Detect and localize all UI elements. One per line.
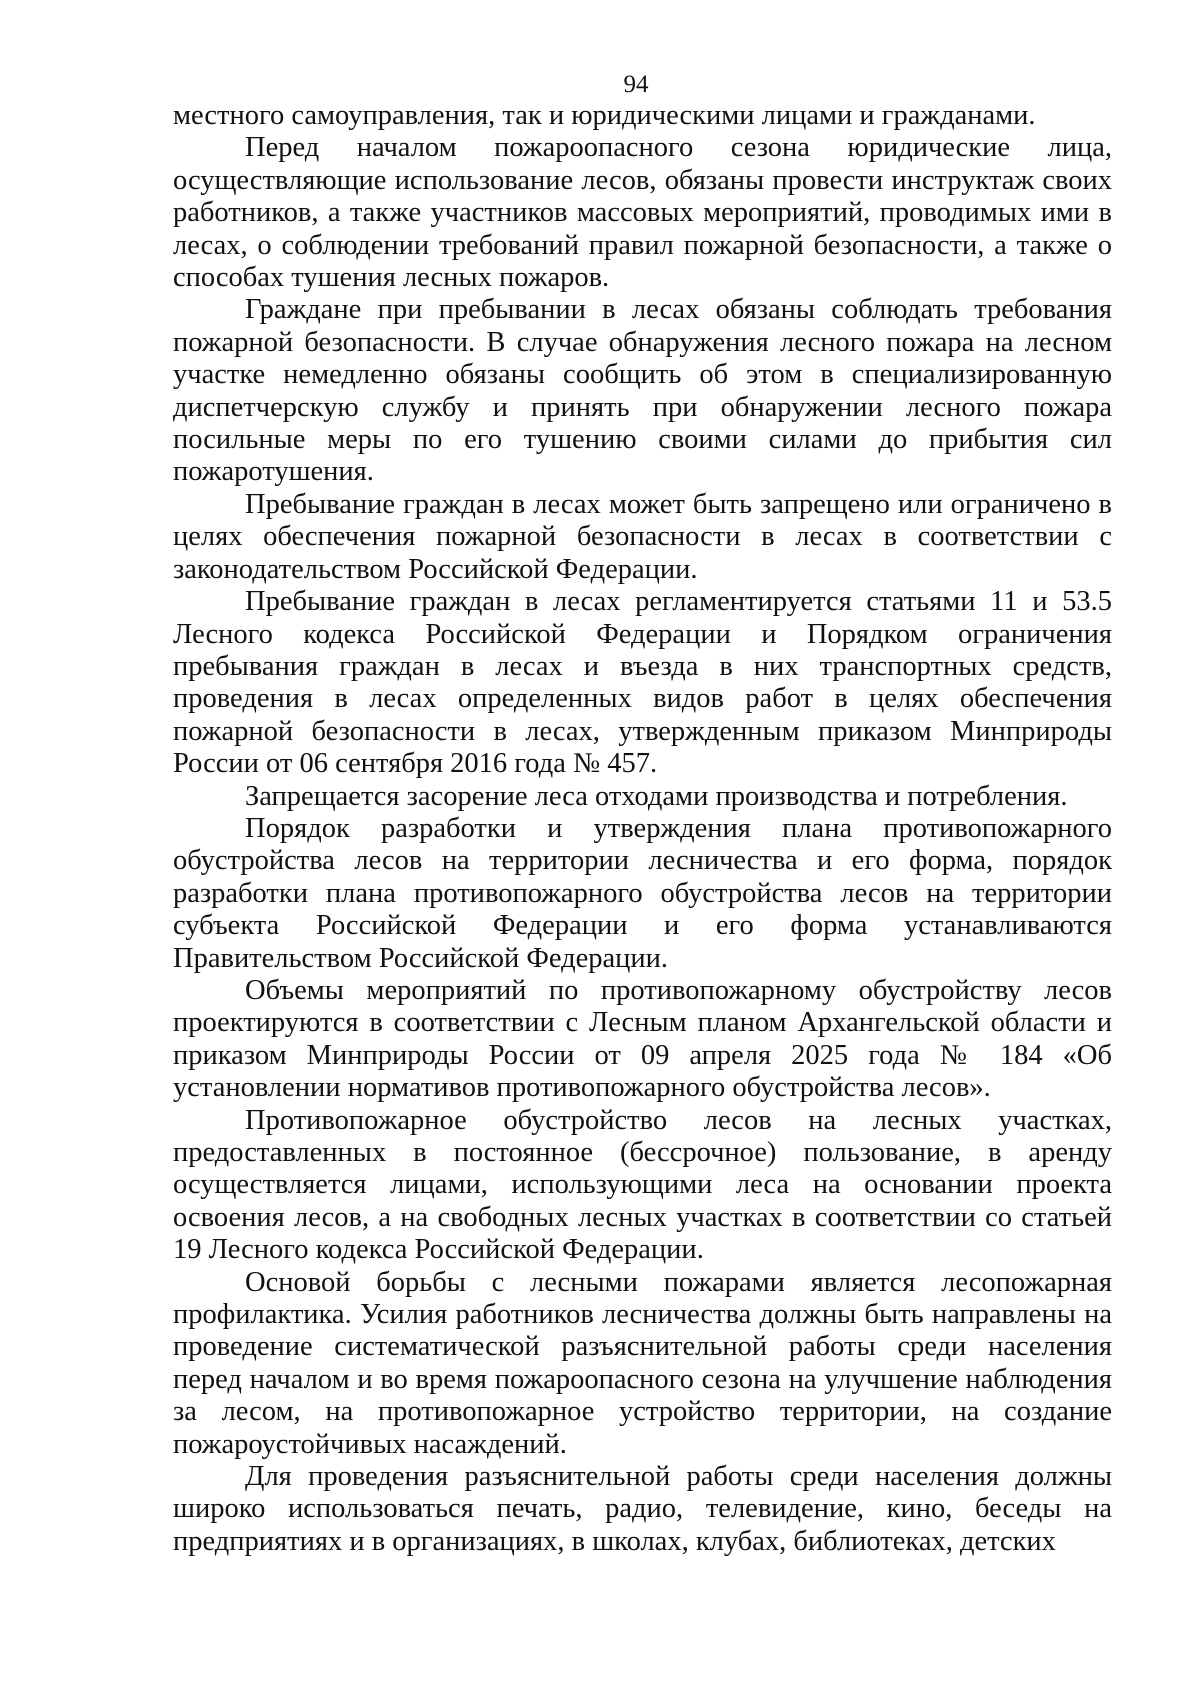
paragraph-fire-arrangement: Противопожарное обустройство лесов на лесных участках, предоставленных в постоянное (бессрочное) пользование, в аренду осуществляется лицами, использующими леса на основании проекта освоения лесов, а на свободных лесных участках в соответствии со статьей 19 Лесного кодекса Российской Федерации. [173, 1104, 1112, 1266]
paragraph-littering-ban: Запрещается засорение леса отходами производства и потребления. [245, 780, 1068, 812]
page-number: 94 [623, 71, 649, 98]
paragraph-activity-volumes: Объемы мероприятий по противопожарному обустройству лесов проектируются в соответствии с Лесным планом Архангельской области и приказом Минприроды России от 09 апреля 2025 года № 184 «Об установлении нормативов противопожарного обустройства лесов». [173, 974, 1112, 1104]
paragraph-plan-procedure: Порядок разработки и утверждения плана противопожарного обустройства лесов на территории лесничества и его форма, порядок разработки плана противопожарного обустройства лесов на территории субъекта Российской Федерации и его форма устанавливаются Правительством Российской Федерации. [173, 812, 1112, 974]
paragraph-fire-prevention: Основой борьбы с лесными пожарами является лесопожарная профилактика. Усилия работников лесничества должны быть направлены на проведение систематической разъяснительной работы среди населения перед началом и во время пожароопасного сезона на улучшение наблюдения за лесом, на противопожарное устройство территории, на создание пожароустойчивых насаждений. [173, 1266, 1112, 1460]
paragraph-citizen-duties: Граждане при пребывании в лесах обязаны соблюдать требования пожарной безопасности. В случае обнаружения лесного пожара на лесном участке немедленно обязаны сообщить об этом в специализированную диспетчерскую службу и принять при обнаружении лесного пожара посильные меры по его тушению своими силами до прибытия сил пожаротушения. [173, 294, 1112, 488]
paragraph-continuation: местного самоуправления, так и юридическими лицами и гражданами. [173, 100, 1036, 131]
paragraph-stay-regulation: Пребывание граждан в лесах регламентируется статьями 11 и 53.5 Лесного кодекса Российской Федерации и Порядком ограничения пребывания граждан в лесах и въезда в них транспортных средств, проведения в лесах определенных видов работ в целях обеспечения пожарной безопасности в лесах, утвержденным приказом Минприроды России от 06 сентября 2016 года № 457. [173, 586, 1112, 780]
paragraph-outreach-work: Для проведения разъяснительной работы среди населения должны широко использоваться печать, радио, телевидение, кино, беседы на предприятиях и в организациях, в школах, клубах, библиотеках, детских [173, 1461, 1112, 1557]
paragraph-stay-restriction: Пребывание граждан в лесах может быть запрещено или ограничено в целях обеспечения пожарной безопасности в лесах в соответствии с законодательством Российской Федерации. [173, 488, 1112, 585]
paragraph-instruction-briefing: Перед началом пожароопасного сезона юридические лица, осуществляющие использование лесов, обязаны провести инструктаж своих работников, а также участников массовых мероприятий, проводимых ими в лесах, о соблюдении требований правил пожарной безопасности, а также о способах тушения лесных пожаров. [173, 132, 1112, 294]
document-body [173, 100, 1112, 1558]
